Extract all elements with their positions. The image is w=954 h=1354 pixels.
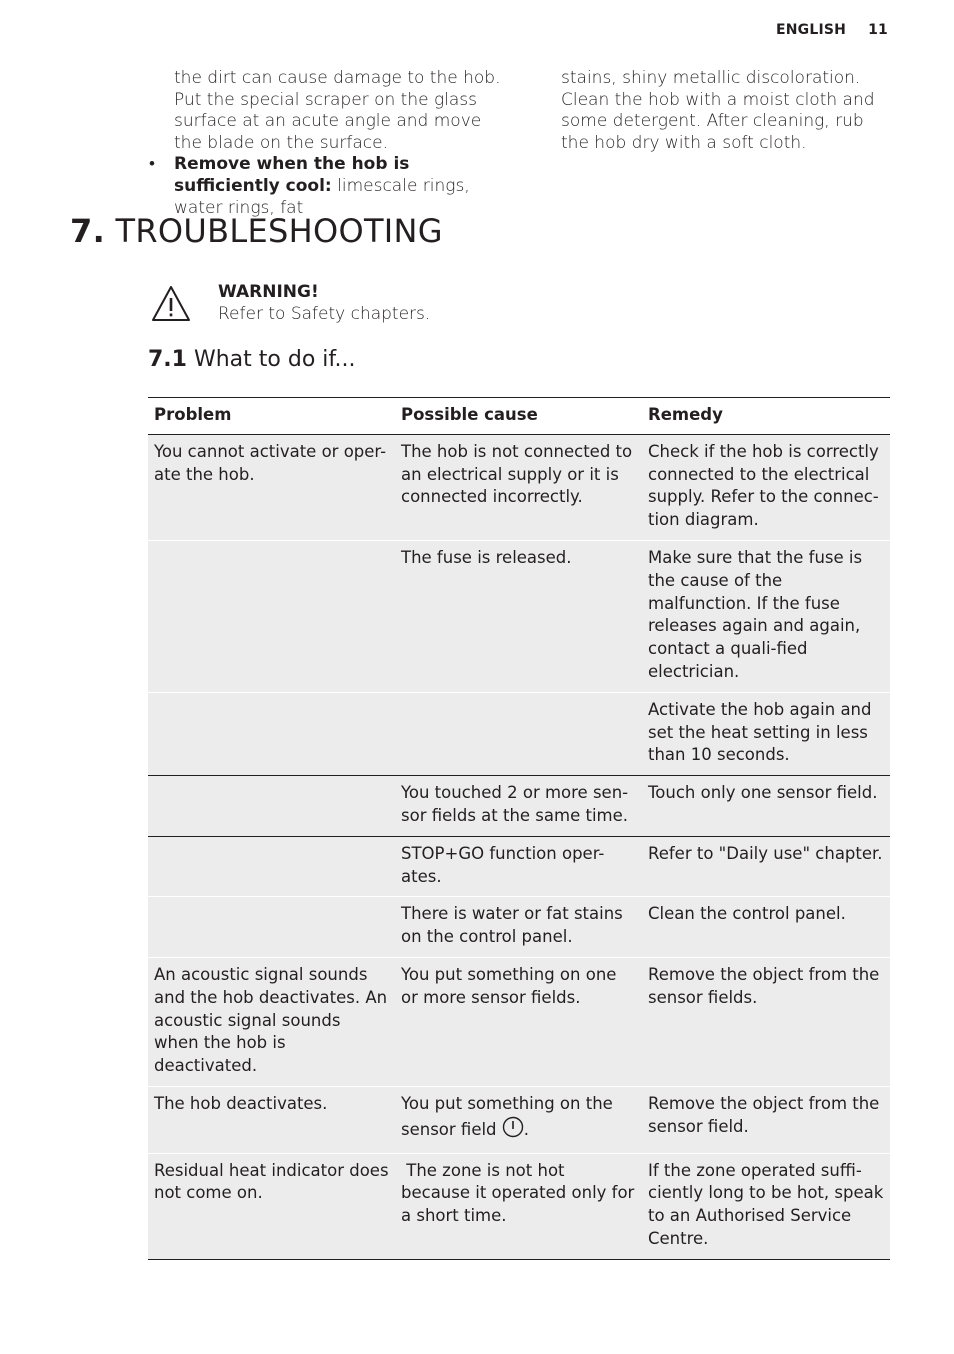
cell-cause: There is water or fat stains on the control panel. bbox=[395, 897, 642, 958]
cell-remedy: Activate the hob again and set the heat setting in less than 10 seconds. bbox=[642, 692, 890, 775]
cell-problem: You cannot activate or oper-ate the hob. bbox=[148, 434, 395, 540]
page-number: 11 bbox=[868, 22, 888, 38]
intro-right-text: stains, shiny metallic discoloration. Clean the hob with a moist cloth and some detergent. After cleaning, rub the hob dry with a soft cloth. bbox=[561, 68, 875, 153]
cell-remedy: Clean the control panel. bbox=[642, 897, 890, 958]
section-number: 7. bbox=[70, 212, 106, 250]
power-icon bbox=[502, 1116, 524, 1145]
cell-remedy: Touch only one sensor field. bbox=[642, 776, 890, 837]
cell-cause: The zone is not hot because it operated only for a short time. bbox=[395, 1153, 642, 1259]
table-row bbox=[148, 692, 890, 775]
intro-left-column bbox=[149, 68, 514, 219]
cell-cause: The hob is not connected to an electrical supply or it is connected incorrectly. bbox=[395, 434, 642, 540]
cell-problem bbox=[148, 897, 395, 958]
table-row bbox=[148, 836, 890, 897]
cell-cause: You put something on one or more sensor fields. bbox=[395, 957, 642, 1086]
cell-cause bbox=[395, 692, 642, 775]
cell-remedy: Check if the hob is correctly connected to the electrical supply. Refer to the connec-tion diagram. bbox=[642, 434, 890, 540]
bullet-bold-text: Remove when the hob is sufficiently cool: bbox=[174, 154, 410, 196]
warning-triangle-icon bbox=[150, 284, 192, 328]
table-header-row bbox=[148, 398, 890, 435]
cell-problem: The hob deactivates. bbox=[148, 1086, 395, 1153]
table-row bbox=[148, 897, 890, 958]
intro-right-column bbox=[561, 68, 891, 154]
cell-remedy: Make sure that the fuse is the cause of the malfunction. If the fuse releases again and again, contact a quali-fied electrician. bbox=[642, 540, 890, 692]
cell-cause: You touched 2 or more sen-sor fields at the same time. bbox=[395, 776, 642, 837]
section-title-text: TROUBLESHOOTING bbox=[115, 212, 443, 250]
header-problem: Problem bbox=[148, 398, 395, 435]
header-language: ENGLISH bbox=[776, 22, 847, 38]
cell-cause-suffix: . bbox=[523, 1119, 530, 1139]
subsection-title bbox=[148, 347, 356, 372]
table-row bbox=[148, 434, 890, 540]
cell-problem: An acoustic signal sounds and the hob deactivates. An acoustic signal sounds when the hob is deactivated. bbox=[148, 957, 395, 1086]
cell-remedy: If the zone operated suffi-ciently long to be hot, speak to an Authorised Service Centre. bbox=[642, 1153, 890, 1259]
cell-cause-text: You put something on the sensor field bbox=[401, 1093, 613, 1139]
subsection-number: 7.1 bbox=[148, 347, 187, 372]
intro-left-text: the dirt can cause damage to the hob. Put the special scraper on the glass surface at an acute angle and move the blade on the surface. bbox=[174, 68, 501, 153]
header-cause: Possible cause bbox=[395, 398, 642, 435]
table-row bbox=[148, 1153, 890, 1259]
warning-text: Refer to Safety chapters. bbox=[218, 303, 431, 324]
section-title bbox=[70, 212, 443, 250]
subsection-title-text: What to do if... bbox=[193, 347, 356, 372]
bullet-text: limescale rings, water rings, fat bbox=[174, 175, 470, 218]
cell-remedy: Refer to "Daily use" chapter. bbox=[642, 836, 890, 897]
cell-cause: The fuse is released. bbox=[395, 540, 642, 692]
troubleshooting-table bbox=[148, 397, 890, 1260]
table-row bbox=[148, 1086, 890, 1153]
page-header bbox=[776, 22, 888, 38]
cell-problem bbox=[148, 540, 395, 692]
table-row bbox=[148, 540, 890, 692]
header-remedy: Remedy bbox=[642, 398, 890, 435]
cell-problem bbox=[148, 692, 395, 775]
cell-cause bbox=[395, 1086, 642, 1153]
cell-problem bbox=[148, 776, 395, 837]
intro-bullet bbox=[149, 154, 514, 219]
cell-remedy: Remove the object from the sensor field. bbox=[642, 1086, 890, 1153]
table-row bbox=[148, 957, 890, 1086]
table-row bbox=[148, 776, 890, 837]
cell-remedy: Remove the object from the sensor fields. bbox=[642, 957, 890, 1086]
bullet-dot-icon: • bbox=[149, 154, 155, 175]
warning-title: WARNING! bbox=[218, 282, 319, 302]
cell-problem: Residual heat indicator does not come on. bbox=[148, 1153, 395, 1259]
cell-cause: STOP+GO function oper-ates. bbox=[395, 836, 642, 897]
cell-problem bbox=[148, 836, 395, 897]
